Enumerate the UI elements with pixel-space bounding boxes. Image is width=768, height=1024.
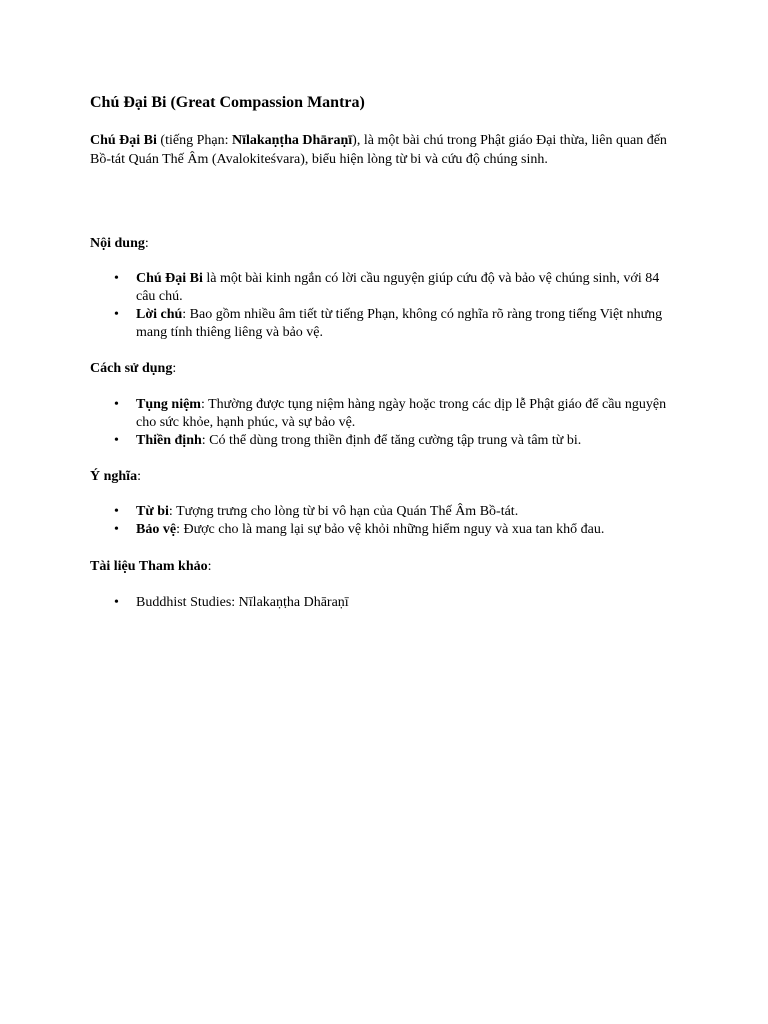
section-heading-noi-dung: [90, 234, 149, 253]
list-item-text: là một bài kinh ngắn có lời cầu nguyện giúp cứu độ và bảo vệ chúng sinh, với 84 câu chú.: [136, 271, 660, 304]
list-item-sep: :: [200, 397, 209, 412]
bullet-icon: •: [114, 522, 119, 537]
list-item-text: Có thể dùng trong thiền định để tăng cường tập trung và tâm từ bi.: [209, 433, 582, 448]
list-item-sep: :: [176, 522, 184, 537]
list-tai-lieu: [90, 594, 680, 612]
section-heading-label: Ý nghĩa: [90, 469, 138, 484]
list-item-term: Thiền định: [136, 433, 202, 448]
section-heading-cach-su-dung: [90, 359, 176, 378]
intro-rest: ), là một bài chú trong Phật giáo Đại thừa, liên quan đến Bồ-tát Quán Thế Âm (Avalokiteśvara), biểu hiện lòng từ bi và cứu độ chúng sinh.: [90, 133, 667, 167]
bullet-icon: •: [114, 433, 119, 448]
intro-term: Chú Đại Bi: [90, 133, 157, 148]
section-heading-label: Tài liệu Tham khảo: [90, 559, 208, 574]
bullet-icon: •: [114, 504, 119, 519]
list-item: [90, 396, 680, 432]
list-item: [90, 521, 680, 539]
list-item-term: Chú Đại Bi: [136, 271, 203, 286]
section-heading-label: Cách sử dụng: [90, 361, 173, 376]
bullet-icon: •: [114, 271, 119, 286]
list-item-term: Tụng niệm: [136, 397, 201, 412]
list-y-nghia: [90, 503, 680, 539]
list-item: [90, 432, 680, 450]
section-heading-label: Nội dung: [90, 236, 145, 251]
intro-paren-open: (tiếng Phạn:: [156, 133, 232, 148]
list-item: [90, 306, 680, 342]
list-item: [90, 594, 680, 612]
section-heading-tai-lieu: [90, 557, 212, 576]
section-heading-colon: :: [207, 559, 212, 574]
list-noi-dung: [90, 270, 680, 342]
list-item-sep: :: [201, 433, 210, 448]
section-heading-y-nghia: [90, 467, 141, 486]
bullet-icon: •: [114, 307, 119, 322]
list-item-text: Bao gồm nhiều âm tiết từ tiếng Phạn, không có nghĩa rõ ràng trong tiếng Việt nhưng mang tính thiêng liêng và bảo vệ.: [136, 307, 663, 340]
section-heading-colon: :: [137, 469, 141, 484]
bullet-icon: •: [114, 595, 119, 610]
list-item-text: Tượng trưng cho lòng từ bi vô hạn của Quán Thế Âm Bồ-tát.: [176, 504, 519, 519]
section-heading-colon: :: [172, 361, 177, 376]
list-cach-su-dung: [90, 396, 680, 450]
list-item-sep: :: [182, 307, 190, 322]
list-item-term: Lời chú: [136, 307, 183, 322]
intro-paragraph: [90, 131, 680, 169]
bullet-icon: •: [114, 397, 119, 412]
document-title: Chú Đại Bi (Great Compassion Mantra): [90, 94, 365, 111]
list-item: [90, 270, 680, 306]
list-item-sep: :: [168, 504, 177, 519]
list-item: [90, 503, 680, 521]
list-item-text: Được cho là mang lại sự bảo vệ khỏi những hiểm nguy và xua tan khổ đau.: [183, 522, 605, 537]
intro-sanskrit-name: Nīlakaṇṭha Dhāraṇī: [231, 133, 353, 148]
list-item-term: Bảo vệ: [136, 522, 177, 537]
section-heading-colon: :: [144, 236, 149, 251]
list-item-text: Buddhist Studies: Nīlakaṇṭha Dhāraṇī: [136, 595, 349, 610]
list-item-text: Thường được tụng niệm hàng ngày hoặc trong các dịp lễ Phật giáo để cầu nguyện cho sức khỏe, hạnh phúc, và sự bảo vệ.: [136, 397, 667, 430]
list-item-term: Từ bi: [136, 504, 169, 519]
